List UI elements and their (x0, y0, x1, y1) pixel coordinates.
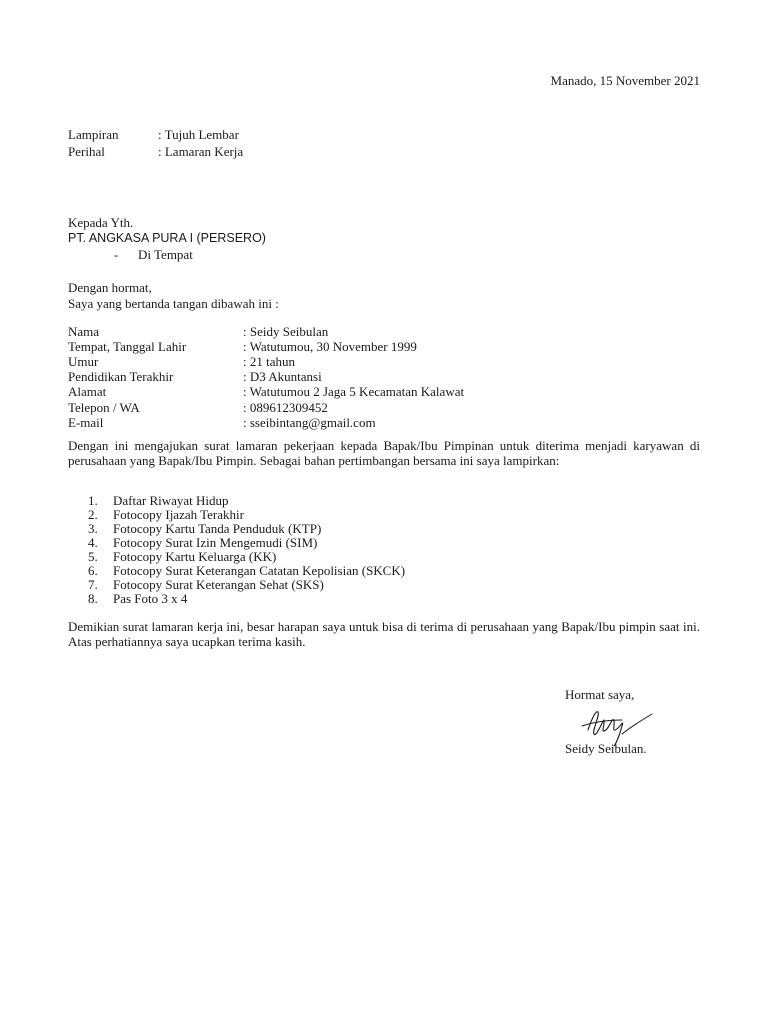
recipient-dash: - (114, 247, 119, 262)
data-label: E-mail (68, 415, 104, 430)
data-label: Pendidikan Terakhir (68, 369, 174, 384)
data-value: : D3 Akuntansi (243, 369, 322, 384)
data-label: Alamat (68, 384, 107, 399)
list-number: 3. (88, 521, 98, 536)
data-label: Nama (68, 324, 100, 339)
data-row-birth (68, 339, 708, 354)
subject-value: : Lamaran Kerja (158, 144, 244, 159)
attachments-value: : Tujuh Lembar (158, 127, 239, 142)
signer-name: Seidy Seibulan. (565, 741, 647, 756)
intro-line: Saya yang bertanda tangan dibawah ini : (68, 296, 279, 311)
recipient-location: Di Tempat (138, 247, 193, 262)
data-label: Umur (68, 354, 99, 369)
place-date: Manado, 15 November 2021 (550, 73, 700, 88)
closing-paragraph: Demikian surat lamaran kerja ini, besar harapan saya untuk bisa di terima di perusahaan yang Bapak/Ibu pimpin saat ini. Atas perhatiannya saya ucapkan terima kasih. (68, 619, 700, 649)
data-label: Telepon / WA (68, 400, 140, 415)
list-number: 8. (88, 591, 98, 606)
list-number: 4. (88, 535, 98, 550)
list-text: Fotocopy Surat Keterangan Catatan Kepolisian (SKCK) (113, 563, 406, 578)
subject-label: Perihal (68, 144, 105, 159)
list-number: 1. (88, 493, 98, 508)
attachments-label: Lampiran (68, 127, 119, 142)
data-row-age (68, 354, 708, 369)
data-value: : 089612309452 (243, 400, 328, 415)
list-number: 6. (88, 563, 98, 578)
data-row-email (68, 415, 708, 430)
data-row-address (68, 384, 708, 399)
data-row-name (68, 324, 708, 339)
recipient-line1: Kepada Yth. (68, 215, 134, 230)
data-row-phone (68, 400, 708, 415)
list-number: 7. (88, 577, 98, 592)
sign-off: Hormat saya, (565, 687, 635, 702)
greeting: Dengan hormat, (68, 280, 152, 295)
list-text: Fotocopy Kartu Keluarga (KK) (113, 549, 277, 564)
list-text: Fotocopy Kartu Tanda Penduduk (KTP) (113, 521, 322, 536)
list-number: 5. (88, 549, 98, 564)
data-value: : Watutumou, 30 November 1999 (243, 339, 417, 354)
data-value: : Seidy Seibulan (243, 324, 329, 339)
data-value: : 21 tahun (243, 354, 295, 369)
recipient-company: PT. ANGKASA PURA I (PERSERO) (68, 231, 266, 245)
data-label: Tempat, Tanggal Lahir (68, 339, 187, 354)
list-number: 2. (88, 507, 98, 522)
body-paragraph: Dengan ini mengajukan surat lamaran pekerjaan kepada Bapak/Ibu Pimpinan untuk diterima menjadi karyawan di perusahaan yang Bapak/Ibu Pimpin. Sebagai bahan pertimbangan bersama ini saya lampirkan: (68, 438, 700, 468)
data-value: : sseibintang@gmail.com (243, 415, 376, 430)
data-row-education (68, 369, 708, 384)
list-text: Daftar Riwayat Hidup (113, 493, 229, 508)
list-text: Fotocopy Surat Izin Mengemudi (SIM) (113, 535, 318, 550)
data-value: : Watutumou 2 Jaga 5 Kecamatan Kalawat (243, 384, 465, 399)
list-text: Pas Foto 3 x 4 (113, 591, 188, 606)
list-text: Fotocopy Surat Keterangan Sehat (SKS) (113, 577, 324, 592)
list-text: Fotocopy Ijazah Terakhir (113, 507, 244, 522)
